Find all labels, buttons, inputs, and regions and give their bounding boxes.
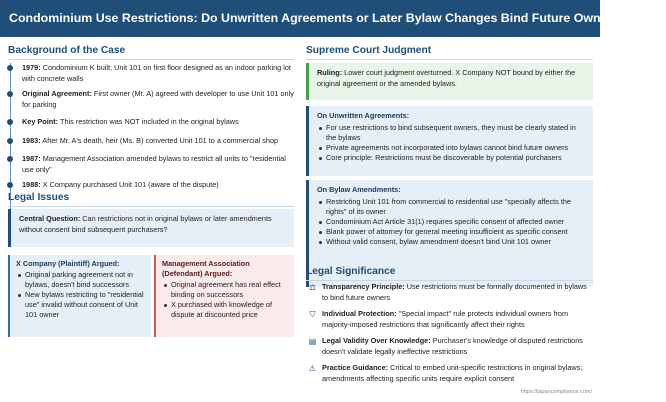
bylaw-title: On Bylaw Amendments: [317, 185, 401, 194]
significance-label: Individual Protection: [322, 309, 397, 318]
timeline-dot [7, 91, 13, 97]
significance-item [308, 282, 593, 303]
list-item: Original parking agreement not in bylaws, doesn't bind successors [16, 270, 147, 290]
significance-item [308, 363, 593, 384]
ruling-label: Ruling: [317, 68, 343, 77]
plaintiff-box [8, 255, 151, 337]
list-item: Private agreements not incorporated into bylaws cannot bind future owners [317, 143, 587, 153]
timeline-item [22, 63, 294, 84]
significance-text: Critical to embed unit-specific restrictions in original bylaws; amendments affecting specific units require explicit consent [322, 363, 583, 383]
significance-label: Transparency Principle: [322, 282, 405, 291]
timeline-label: Key Point: [22, 117, 59, 126]
list-item: Without valid consent, bylaw amendment doesn't bind Unit 101 owner [317, 237, 587, 247]
list-item: Restricting Unit 101 from commercial to residential use "specially affects the rights" of its owner [317, 197, 587, 217]
significance-label: Practice Guidance: [322, 363, 389, 372]
significance-item [308, 309, 593, 330]
ruling-box [306, 63, 593, 100]
significance-header [306, 266, 593, 281]
plaintiff-points [16, 270, 147, 320]
list-item: New bylaws restricting to "residential use" invalid without consent of Unit 101 owner [16, 290, 147, 320]
unwritten-agreements-box [306, 106, 593, 176]
background-section-header [8, 45, 294, 60]
timeline-label: Original Agreement: [22, 89, 92, 98]
judgment-header [306, 45, 593, 60]
warning-icon: ⚠ [308, 364, 317, 373]
defendant-box [154, 255, 294, 337]
central-question-box [8, 209, 294, 247]
ruling-text: Lower court judgment overturned. X Company NOT bound by either the original agreement or the amended bylaws. [317, 68, 576, 88]
background-title: Background of the Case [8, 45, 126, 56]
significance-text: "Special impact" rule protects individual owners from majority-imposed restrictions that significantly affect their rights [322, 309, 569, 329]
list-item: For use restrictions to bind subsequent owners, they must be clearly stated in the bylaws [317, 123, 587, 143]
timeline-text: Management Association amended bylaws to restrict all units to "residential use only" [22, 154, 286, 174]
judgment-title: Supreme Court Judgment [306, 45, 432, 56]
timeline-text: Condominium K built; Unit 101 on first floor designed as an indoor parking lot with concrete walls [22, 63, 291, 83]
timeline-dot [7, 156, 13, 162]
significance-title: Legal Significance [306, 266, 396, 277]
defendant-points [162, 280, 290, 320]
bylaw-points [317, 197, 587, 247]
document-icon: ▤ [308, 337, 317, 346]
section-divider [8, 206, 294, 207]
timeline-item [22, 136, 294, 147]
timeline-item [22, 180, 294, 191]
timeline-item [22, 89, 294, 110]
timeline-item [22, 154, 294, 175]
timeline-dot [7, 138, 13, 144]
timeline-dot [7, 65, 13, 71]
list-item: Core principle: Restrictions must be discoverable by potential purchasers [317, 153, 587, 163]
significance-label: Legal Validity Over Knowledge: [322, 336, 431, 345]
scales-icon: ⚖ [308, 283, 317, 292]
legal-issues-header [8, 192, 294, 207]
timeline-text: First owner (Mr. A) agreed with developer to use Unit 101 only for parking [22, 89, 294, 109]
timeline-dot [7, 182, 13, 188]
timeline-label: 1979: [22, 63, 41, 72]
central-question-text: Can restrictions not in original bylaws or later amendments without consent bind subsequent purchasers? [19, 214, 272, 234]
section-divider [306, 280, 593, 281]
footer-source: https://japancompliance.com/ [520, 389, 592, 395]
shield-icon: ⛉ [309, 310, 316, 319]
page-title: Condominium Use Restrictions: Do Unwritten Agreements or Later Bylaw Changes Bind Future Owners? (1997) [9, 11, 666, 25]
timeline-label: 1983: [22, 136, 41, 145]
timeline-label: 1988: [22, 180, 41, 189]
section-divider [306, 59, 593, 60]
timeline-label: 1987: [22, 154, 41, 163]
significance-text: Use restrictions must be formally documented in bylaws to bind future owners [322, 282, 587, 302]
timeline-text: This restriction was NOT included in the original bylaws [60, 117, 239, 126]
significance-text: Purchaser's knowledge of disputed restrictions doesn't validate legally ineffective restrictions [322, 336, 583, 356]
list-item: Condominium Act Article 31(1) requires specific consent of affected owner [317, 217, 587, 227]
significance-item [308, 336, 593, 357]
timeline-text: After Mr. A's death, heir (Ms. B) converted Unit 101 to a commercial shop [42, 136, 279, 145]
unwritten-points [317, 123, 587, 163]
plaintiff-title: X Company (Plaintiff) Argued: [16, 259, 120, 268]
page-header [0, 0, 666, 37]
list-item: Blank power of attorney for general meeting insufficient as specific consent [317, 227, 587, 237]
list-item: Original agreement has real effect binding on successors [162, 280, 290, 300]
section-divider [8, 59, 294, 60]
defendant-title: Management Association (Defendant) Argued: [162, 259, 250, 278]
list-item: X purchased with knowledge of dispute at discounted price [162, 300, 290, 320]
legal-issues-title: Legal Issues [8, 192, 70, 203]
unwritten-title: On Unwritten Agreements: [317, 111, 410, 120]
central-question-label: Central Question: [19, 214, 81, 223]
timeline-item [22, 117, 294, 128]
timeline-text: X Company purchased Unit 101 (aware of the dispute) [42, 180, 219, 189]
timeline-dot [7, 119, 13, 125]
